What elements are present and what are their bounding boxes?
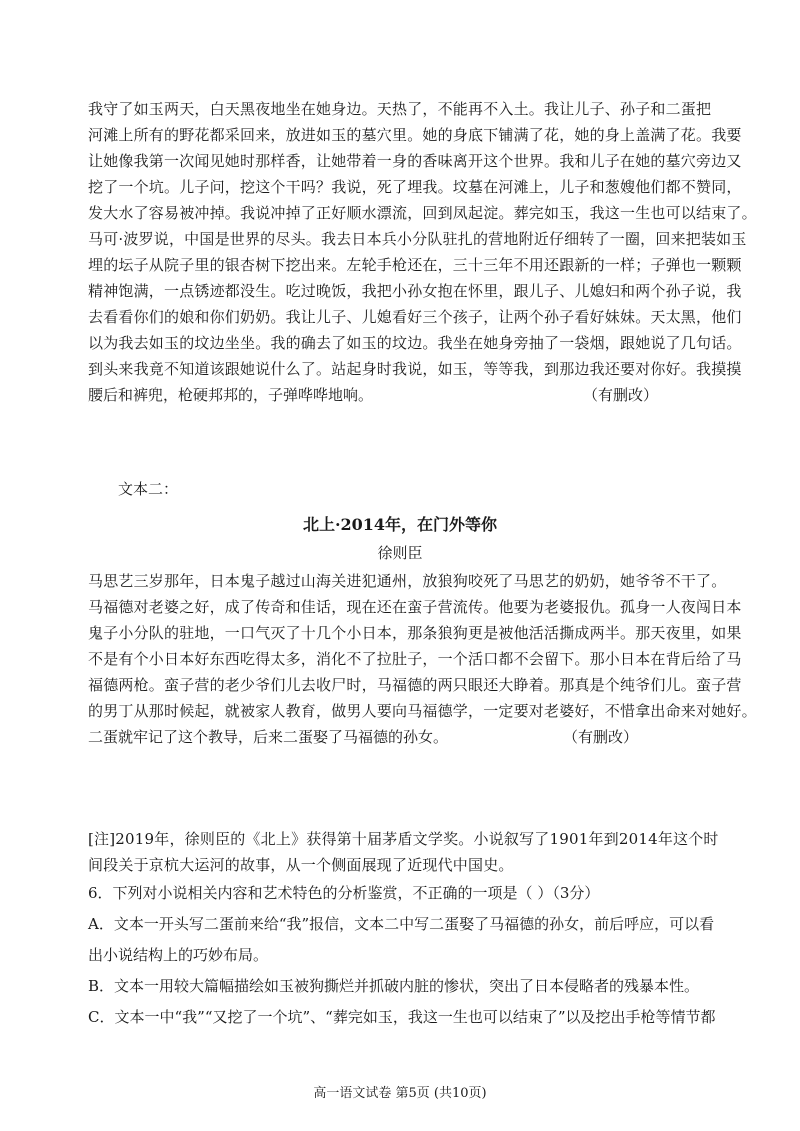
text1-line: 我守了如玉两天，白天黑夜地坐在她身边。天热了，不能再不入土。我让儿子、孙子和二蛋把 [88, 100, 712, 118]
question-6 [88, 878, 718, 1033]
annotation-line: [注]2019年，徐则臣的《北上》获得第十届茅盾文学奖。小说叙写了1901年到2014年这个时 [88, 830, 719, 848]
text1-line: 腰后和裤兜，枪硬邦邦的，子弹哗哗地响。 [88, 386, 374, 404]
text1-last-line [88, 382, 718, 408]
text2-line: 福德两枪。蛮子营的老少爷们儿去收尸时，马福德的两只眼还大睁着。那真是个纯爷们儿。蛮子营 [88, 676, 742, 694]
text2-edit-note: （有删改） [562, 728, 638, 746]
annotation-line: 间段关于京杭大运河的故事，从一个侧面展现了近现代中国史。 [88, 856, 514, 874]
text1-line: 发大水了容易被冲掉。我说冲掉了正好顺水漂流，回到凤起淀。葬完如玉，我这一生也可以结束了。 [88, 204, 757, 222]
text1-line: 挖了一个坑。儿子问，挖这个干吗？我说，死了埋我。坟墓在河滩上，儿子和葱嫂他们都不赞同， [88, 178, 742, 196]
text1-line: 去看看你们的娘和你们奶奶。我让儿子、儿媳看好三个孩子，让两个孙子看好妹妹。天太黑，他们 [88, 308, 742, 326]
text2-body [88, 568, 757, 750]
text2-line: 马思艺三岁那年，日本鬼子越过山海关进犯通州，放狼狗咬死了马思艺的奶奶，她爷爷不干了。 [88, 572, 727, 590]
text2-author: 徐则臣 [377, 544, 423, 562]
text2-line: 鬼子小分队的驻地，一口气灭了十几个小日本，那条狼狗更是被他活活撕成两半。那天夜里，如果 [88, 624, 742, 642]
text2-line: 不是有个小日本好东西吃得太多，消化不了拉肚子，一个活口都不会留下。那小日本在背后给了马 [88, 650, 742, 668]
option-c: C．文本一中“我”“又挖了一个坑”、“葬完如玉，我这一生也可以结束了”以及挖出手枪等情节都 [88, 1008, 716, 1026]
text2-label: 文本二： [118, 480, 179, 498]
page-footer: 高一语文试卷 第5页 (共10页) [313, 1086, 487, 1101]
text2-line: 马福德对老婆之好，成了传奇和佳话，现在还在蛮子营流传。他要为老婆报仇。孤身一人夜闯日本 [88, 598, 742, 616]
question-stem: 6．下列对小说相关内容和艺术特色的分析鉴赏，不正确的一项是（ ）（3分） [88, 884, 600, 902]
text1-edit-note: （有删改） [582, 386, 658, 404]
text1-line: 埋的坛子从院子里的银杏树下挖出来。左轮手枪还在，三十三年不用还跟新的一样；子弹也一颗颗 [88, 256, 742, 274]
text2-title: 北上·2014年，在门外等你 [302, 515, 498, 534]
text1-line: 河滩上所有的野花都采回来，放进如玉的墓穴里。她的身底下铺满了花，她的身上盖满了花。我要 [88, 126, 742, 144]
option-a-cont: 出小说结构上的巧妙布局。 [88, 946, 269, 964]
annotation [88, 826, 718, 878]
text1-line: 到头来我竟不知道该跟她说什么了。站起身时我说，如玉，等等我，到那边我还要对你好。我摸摸 [88, 360, 742, 378]
text2-line: 的男丁从那时候起，就被家人教育，做男人要向马福德学，一定要对老婆好，不惜拿出命来对她好。 [88, 702, 757, 720]
text2-line: 二蛋就牢记了这个教导，后来二蛋娶了马福德的孙女。 [88, 728, 449, 746]
text1-line: 马可·波罗说，中国是世界的尽头。我去日本兵小分队驻扎的营地附近仔细转了一圈，回来把装如玉 [88, 230, 747, 248]
text1-line: 让她像我第一次闻见她时那样香，让她带着一身的香味离开这个世界。我和儿子在她的墓穴旁边又 [88, 152, 742, 170]
option-b: B．文本一用较大篇幅描绘如玉被狗撕烂并抓破内脏的惨状，突出了日本侵略者的残暴本性。 [88, 977, 700, 995]
text1-line: 精神饱满，一点锈迹都没生。吃过晚饭，我把小孙女抱在怀里，跟儿子、儿媳妇和两个孙子说，我 [88, 282, 742, 300]
text1-body [88, 96, 757, 408]
text1-line: 以为我去如玉的坟边坐坐。我的确去了如玉的坟边。我坐在她身旁抽了一袋烟，跟她说了几句话。 [88, 334, 742, 352]
text2-last-line [88, 724, 718, 750]
option-a: A．文本一开头写二蛋前来给“我”报信，文本二中写二蛋娶了马福德的孙女，前后呼应，可以看 [88, 915, 715, 933]
